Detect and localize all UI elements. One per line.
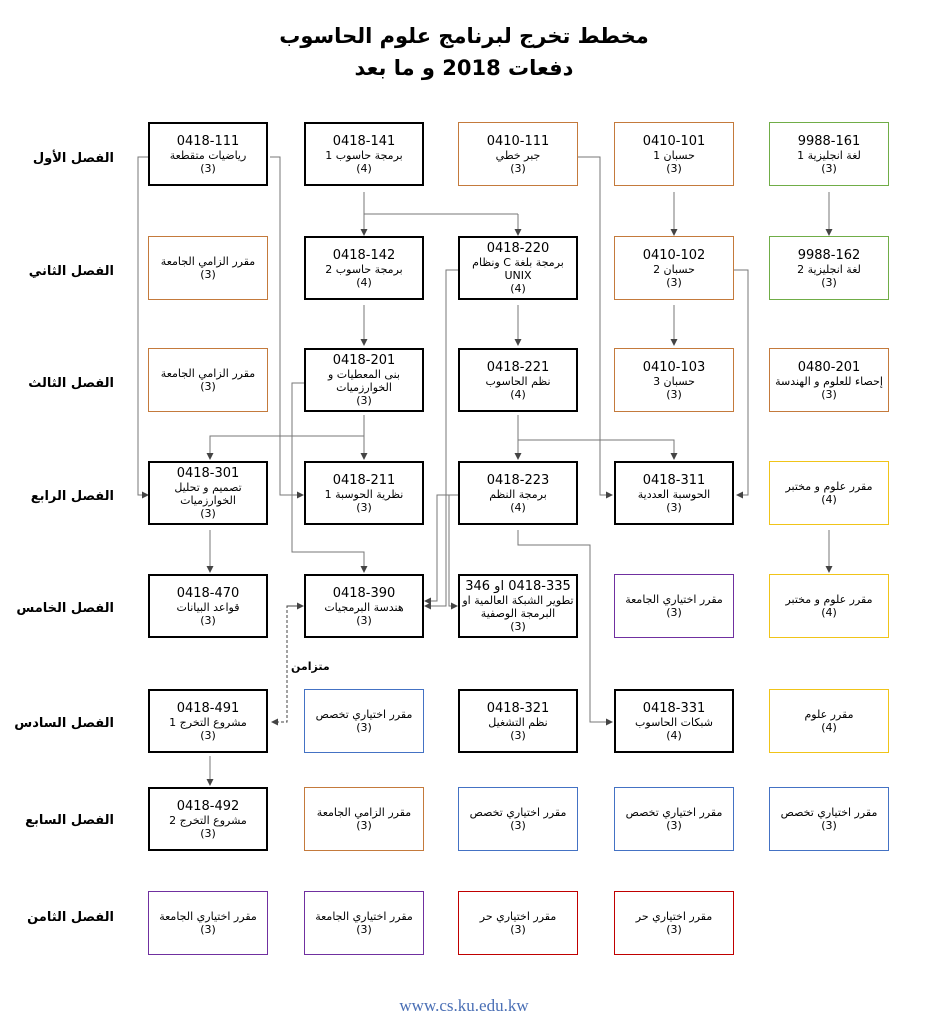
semester-label-6: الفصل السادس	[14, 716, 114, 731]
course-0418-220: 0418-220 برمجة بلغة C ونظام UNIX (4)	[458, 236, 578, 300]
course-0418-301: 0418-301 تصميم و تحليل الخوارزميات (3)	[148, 461, 268, 525]
course-university-elective: مقرر اختياري الجامعة (3)	[614, 574, 734, 638]
arrow-c201-c301	[210, 415, 364, 459]
course-major-elective: مقرر اختياري تخصص (3)	[458, 787, 578, 851]
course-0418-311: 0418-311 الحوسبة العددية (3)	[614, 461, 734, 525]
arrow-c221-split	[518, 415, 674, 459]
arrow-c111-c211	[270, 157, 303, 495]
arrow-c223-c335	[449, 495, 458, 606]
course-9988-162: 9988-162 لغة انجليزية 2 (3)	[769, 236, 889, 300]
semester-label-3: الفصل الثالث	[28, 376, 114, 391]
course-science-lab: مقرر علوم و مختبر (4)	[769, 574, 889, 638]
course-0418-491: 0418-491 مشروع التخرج 1 (3)	[148, 689, 268, 753]
course-free-elective: مقرر اختياري حر (3)	[458, 891, 578, 955]
course-science: مقرر علوم (4)	[769, 689, 889, 753]
course-major-elective: مقرر اختياري تخصص (3)	[614, 787, 734, 851]
course-0418-111: 0418-111 رياضيات متقطعة (3)	[148, 122, 268, 186]
semester-label-4: الفصل الرابع	[30, 489, 114, 504]
course-0418-142: 0418-142 برمجة حاسوب 2 (4)	[304, 236, 424, 300]
course-0418-331: 0418-331 شبكات الحاسوب (4)	[614, 689, 734, 753]
semester-label-5: الفصل الخامس	[16, 601, 114, 616]
course-0418-321: 0418-321 نظم التشغيل (3)	[458, 689, 578, 753]
course-0480-201: 0480-201 إحصاء للعلوم و الهندسة (3)	[769, 348, 889, 412]
course-0418-221: 0418-221 نظم الحاسوب (4)	[458, 348, 578, 412]
course-free-elective: مقرر اختياري حر (3)	[614, 891, 734, 955]
course-science-lab: مقرر علوم و مختبر (4)	[769, 461, 889, 525]
course-0418-335-or-346: 0418-335 او 346 تطوير الشبكة العالمية او البرمجة الوصفية (3)	[458, 574, 578, 638]
chart-subtitle: دفعات 2018 و ما بعد	[354, 56, 574, 80]
course-0418-223: 0418-223 برمجة النظم (4)	[458, 461, 578, 525]
course-major-elective: مقرر اختياري تخصص (3)	[304, 689, 424, 753]
course-major-elective: مقرر اختياري تخصص (3)	[769, 787, 889, 851]
course-0418-211: 0418-211 نظرية الحوسبة 1 (3)	[304, 461, 424, 525]
arrow-c111-c301	[138, 157, 148, 495]
course-0418-470: 0418-470 قواعد البيانات (3)	[148, 574, 268, 638]
course-0410-111: 0410-111 جبر خطي (3)	[458, 122, 578, 186]
arrow-m102-c311	[734, 270, 748, 495]
semester-label-2: الفصل الثاني	[28, 264, 114, 279]
course-university-elective: مقرر اختياري الجامعة (3)	[148, 891, 268, 955]
chart-title: مخطط تخرج لبرنامج علوم الحاسوب	[279, 24, 649, 48]
course-0410-101: 0410-101 حسبان 1 (3)	[614, 122, 734, 186]
course-university-required: مقرر الزامي الجامعة (3)	[148, 348, 268, 412]
course-9988-161: 9988-161 لغة انجليزية 1 (3)	[769, 122, 889, 186]
course-0418-390: 0418-390 هندسة البرمجيات (3)	[304, 574, 424, 638]
course-university-required: مقرر الزامي الجامعة (3)	[148, 236, 268, 300]
arrow-m111-c311	[578, 157, 612, 495]
course-university-elective: مقرر اختياري الجامعة (3)	[304, 891, 424, 955]
course-0418-141: 0418-141 برمجة حاسوب 1 (4)	[304, 122, 424, 186]
semester-label-1: الفصل الأول	[32, 151, 114, 166]
website-link[interactable]: www.cs.ku.edu.kw	[399, 996, 529, 1015]
corequisite-label: متزامن	[291, 660, 330, 673]
semester-label-7: الفصل السابع	[25, 813, 114, 828]
course-0410-103: 0410-103 حسبان 3 (3)	[614, 348, 734, 412]
arrow-c223-c390	[425, 495, 458, 601]
course-university-required: مقرر الزامي الجامعة (3)	[304, 787, 424, 851]
course-0418-492: 0418-492 مشروع التخرج 2 (3)	[148, 787, 268, 851]
arrow-c220-c390	[425, 270, 458, 606]
course-0410-102: 0410-102 حسبان 2 (3)	[614, 236, 734, 300]
course-0418-201: 0418-201 بنى المعطيات و الخوارزميات (3)	[304, 348, 424, 412]
semester-label-8: الفصل الثامن	[27, 910, 114, 925]
